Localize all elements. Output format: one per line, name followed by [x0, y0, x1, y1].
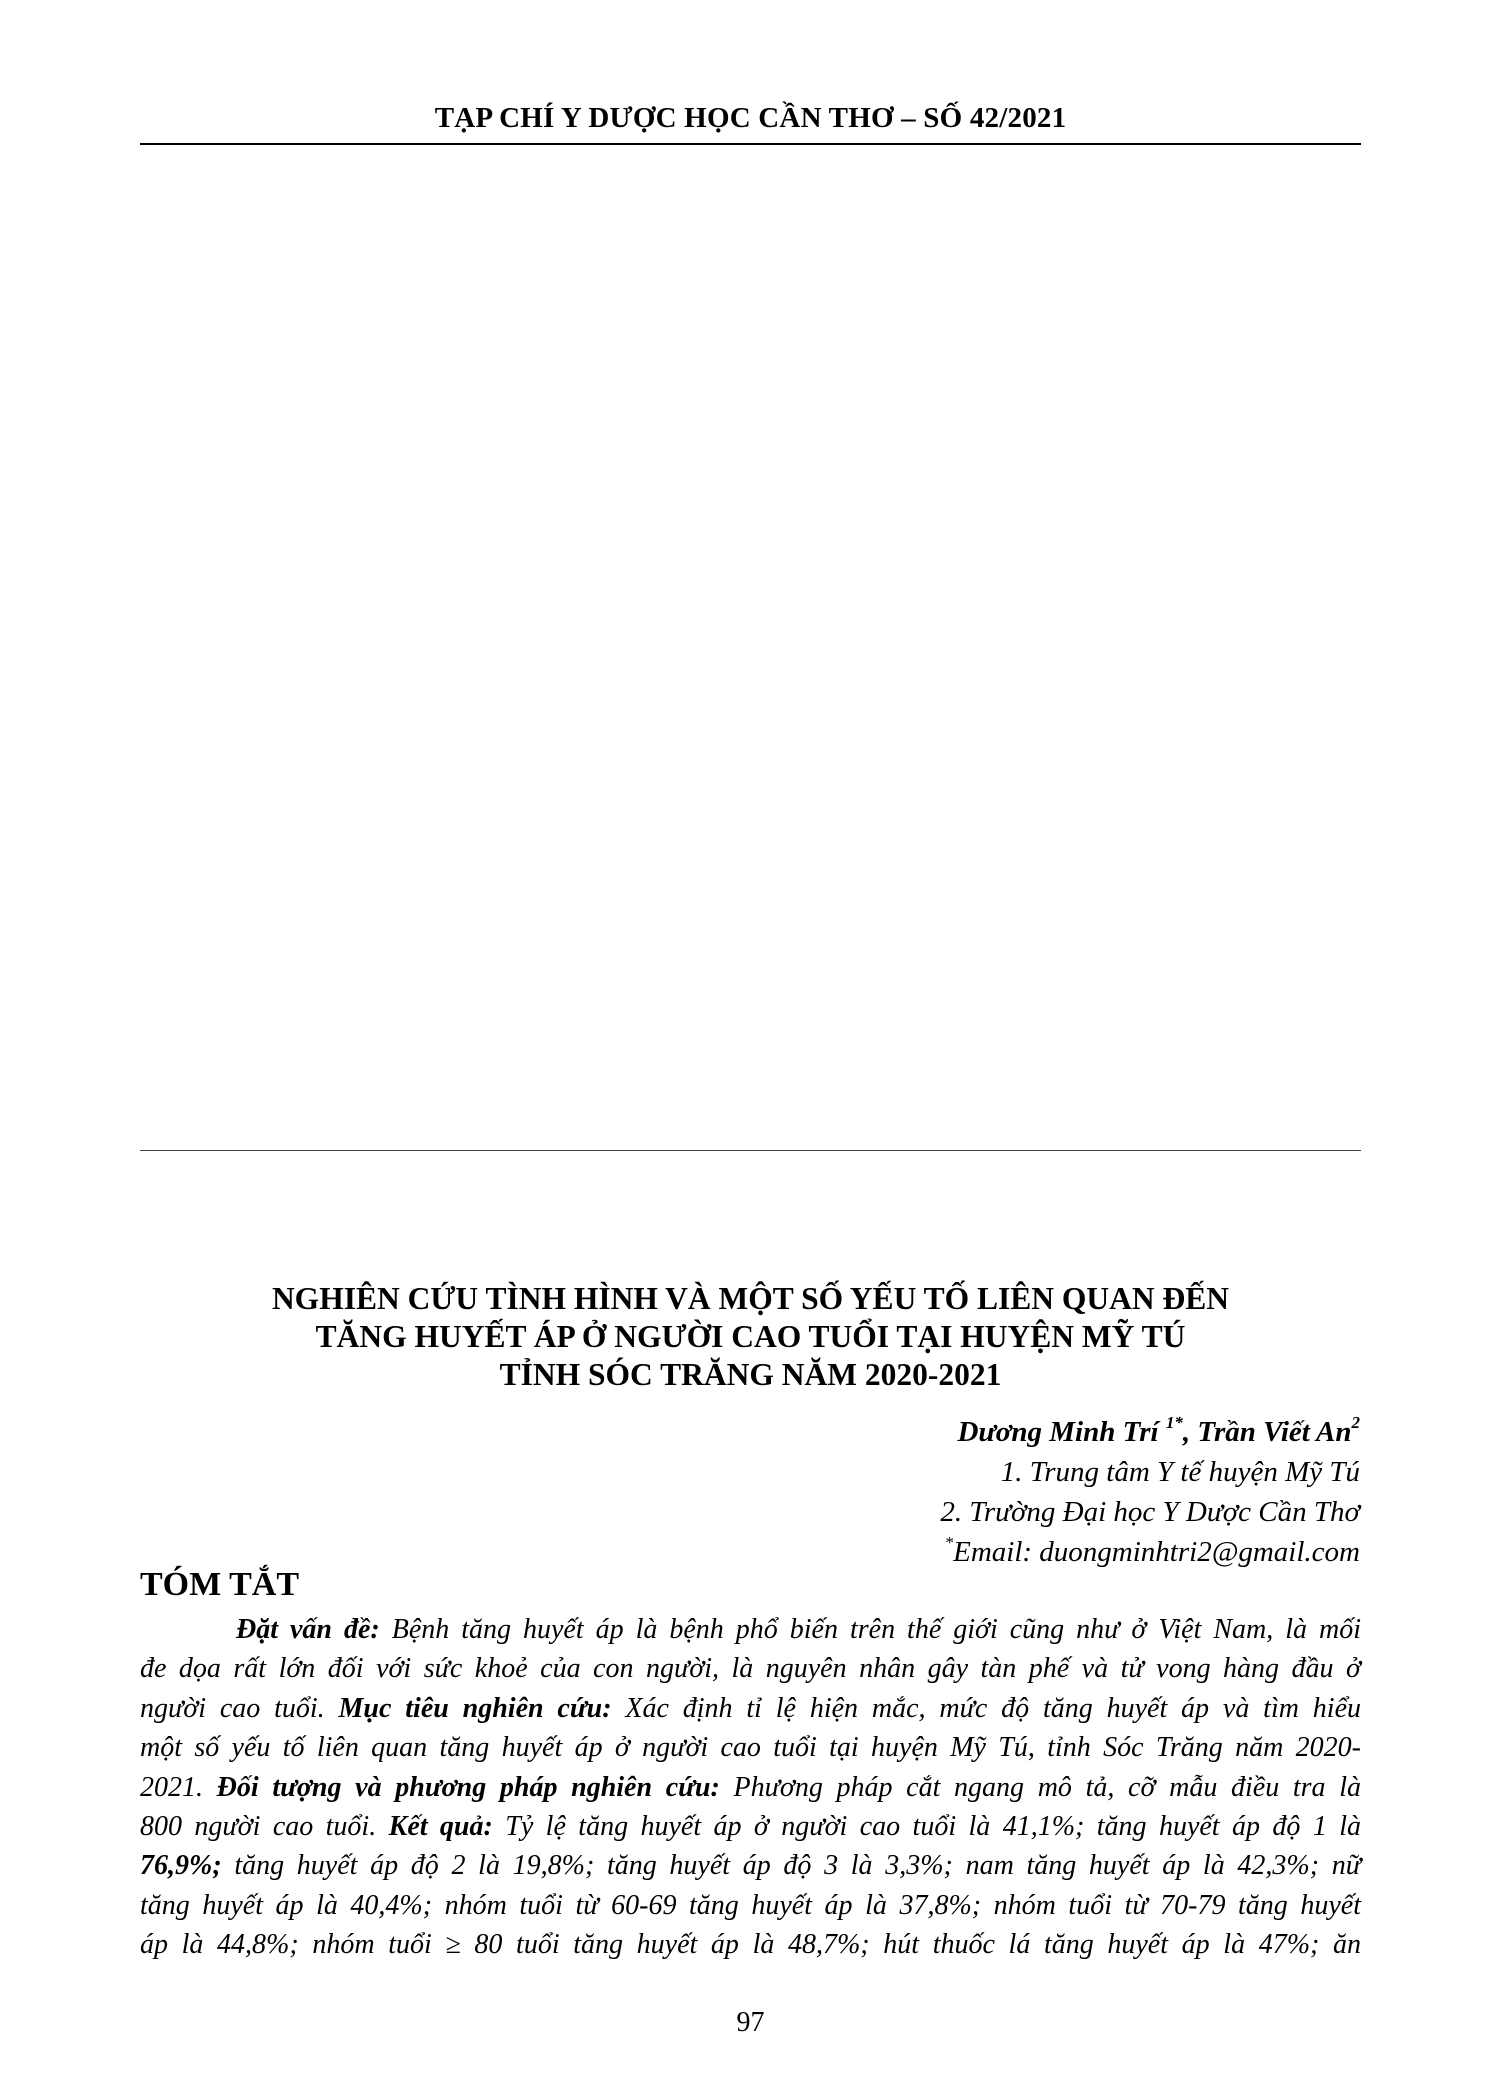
abstract-line-6: 800 người cao tuổi. Kết quả: Tỷ lệ tăng huyết áp ở người cao tuổi là 41,1%; tăng huyết áp độ 1 là	[140, 1810, 1362, 1842]
email-text: Email: duongminhtri2@gmail.com	[953, 1536, 1360, 1568]
label-methods: Đối tượng và phương pháp nghiên cứu:	[216, 1771, 720, 1803]
title-line-1: NGHIÊN CỨU TÌNH HÌNH VÀ MỘT SỐ YẾU TỐ LIÊN QUAN ĐẾN	[271, 1281, 1230, 1316]
title-line-3: TỈNH SÓC TRĂNG NĂM 2020-2021	[499, 1357, 1002, 1392]
author-1: Dương Minh Trí	[957, 1416, 1166, 1448]
label-background: Đặt vấn đề:	[236, 1614, 380, 1645]
journal-header: TẠP CHÍ Y DƯỢC HỌC CẦN THƠ – SỐ 42/2021	[434, 102, 1067, 134]
abstract-body	[140, 1610, 1361, 1965]
page-number: 97	[736, 2007, 765, 2038]
abstract-line-9: áp là 44,8%; nhóm tuổi ≥ 80 tuổi tăng huyết áp là 48,7%; hút thuốc lá tăng huyết áp là 47%; ăn	[140, 1929, 1361, 1961]
label-results: Kết quả:	[388, 1810, 493, 1842]
email-line	[940, 1532, 1360, 1572]
abstract-line-1: Đặt vấn đề: Bệnh tăng huyết áp là bệnh phổ biến trên thế giới cũng như ở Việt Nam, là mối	[236, 1614, 1361, 1645]
header-rule	[140, 143, 1361, 145]
abstract-line-5: 2021. Đối tượng và phương pháp nghiên cứu: Phương pháp cắt ngang mô tả, cỡ mẫu điều tra là	[140, 1771, 1361, 1803]
email-mark: *	[944, 1533, 954, 1552]
abstract-line-3: người cao tuổi. Mục tiêu nghiên cứu: Xác định tỉ lệ hiện mắc, mức độ tăng huyết áp và tìm hiểu	[140, 1692, 1362, 1724]
abstract-heading: TÓM TẮT	[140, 1566, 300, 1603]
author-2-mark: 2	[1351, 1413, 1360, 1432]
article-title	[140, 1280, 1361, 1394]
author-1-mark: 1*	[1165, 1413, 1183, 1432]
label-objective: Mục tiêu nghiên cứu:	[338, 1692, 612, 1724]
abstract-line-7: 76,9%; tăng huyết áp độ 2 là 19,8%; tăng huyết áp độ 3 là 3,3%; nam tăng huyết áp là 42,3%; nữ	[140, 1850, 1361, 1882]
affiliation-1: 1. Trung tâm Y tế huyện Mỹ Tú	[1000, 1456, 1360, 1488]
author-line	[940, 1412, 1360, 1452]
affiliation-2: 2. Trường Đại học Y Dược Cần Thơ	[940, 1496, 1360, 1528]
bold-value: 76,9%;	[140, 1850, 222, 1882]
title-line-2: TĂNG HUYẾT ÁP Ở NGƯỜI CAO TUỔI TẠI HUYỆN MỸ TÚ	[315, 1319, 1186, 1354]
abstract-line-4: một số yếu tố liên quan tăng huyết áp ở người cao tuổi tại huyện Mỹ Tú, tỉnh Sóc Trăng năm 2020-	[140, 1732, 1361, 1764]
author-block	[940, 1412, 1360, 1572]
section-divider	[140, 1150, 1361, 1151]
abstract-line-2: đe dọa rất lớn đối với sức khoẻ của con người, là nguyên nhân gây tàn phế và tử vong hàng đầu ở	[140, 1653, 1361, 1685]
author-2: Trần Viết An	[1197, 1416, 1352, 1448]
author-separator: ,	[1182, 1416, 1198, 1448]
abstract-line-8: tăng huyết áp là 40,4%; nhóm tuổi từ 60-69 tăng huyết áp là 37,8%; nhóm tuổi từ 70-79 tăng huyết	[140, 1889, 1361, 1921]
